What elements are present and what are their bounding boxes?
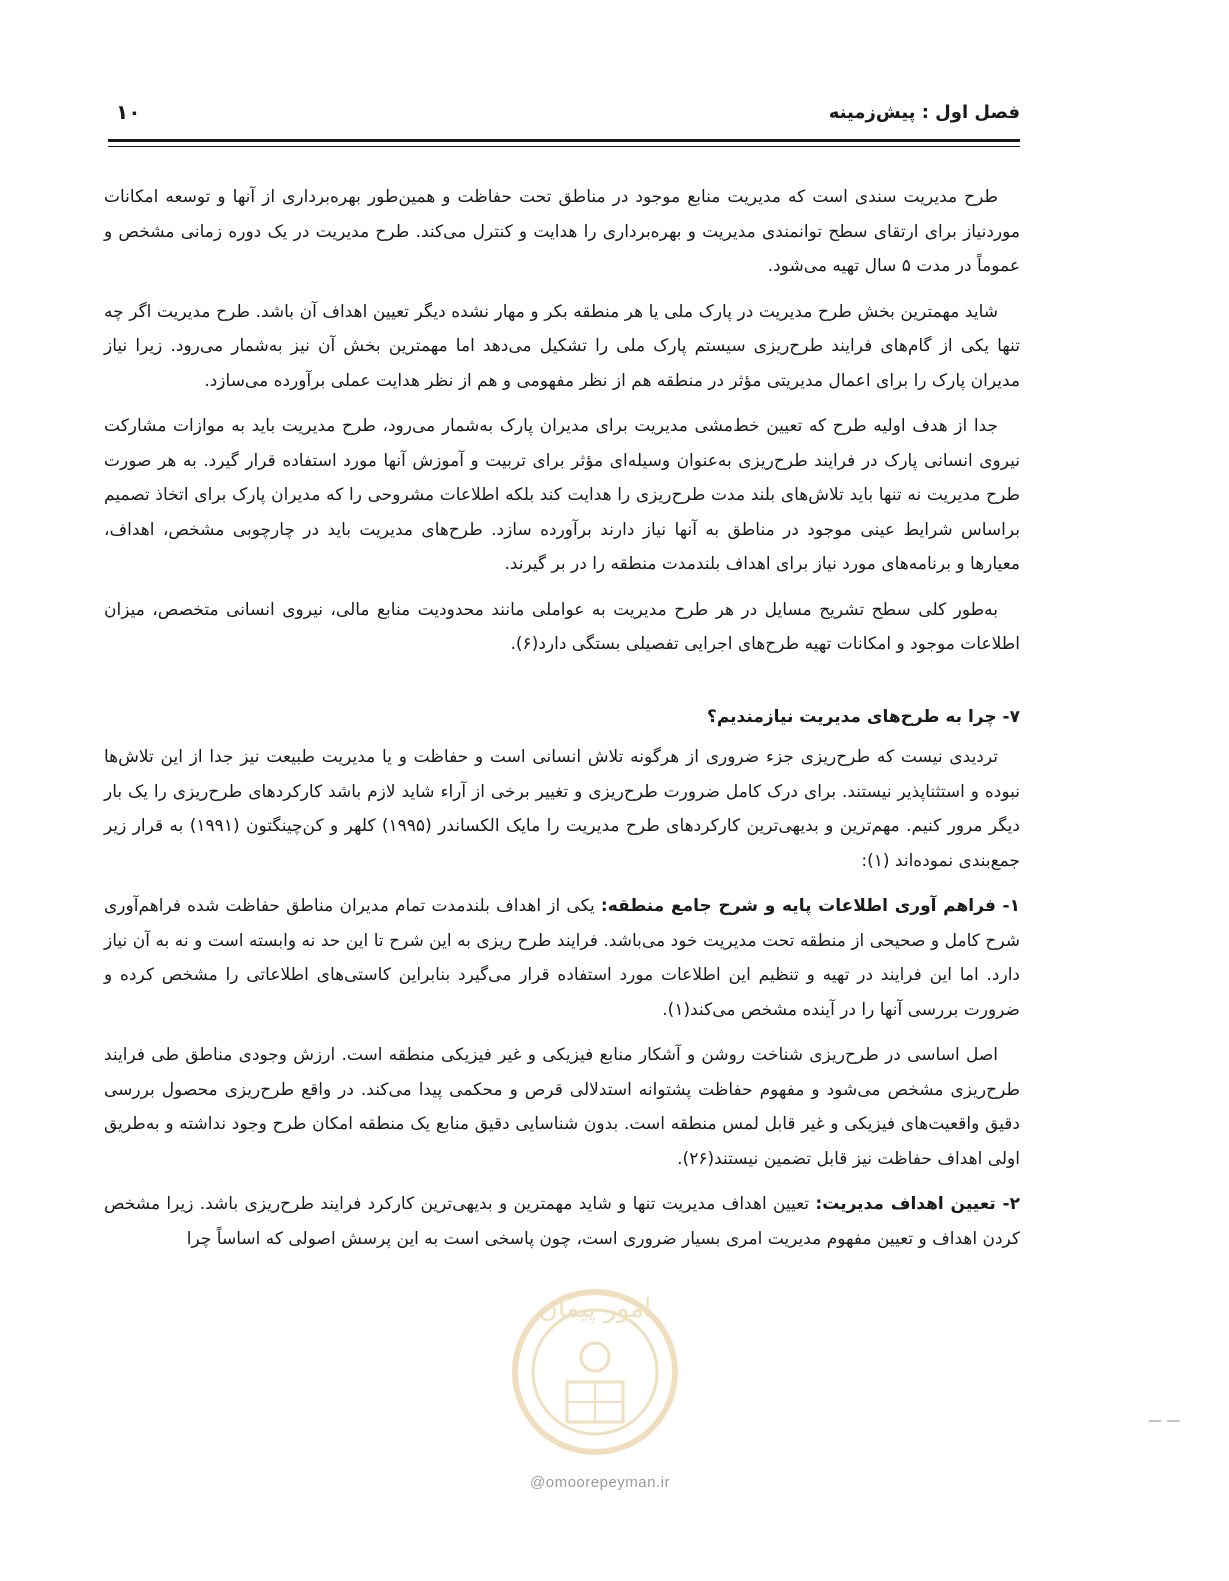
page-header bbox=[108, 98, 1020, 132]
chapter-title: فصل اول : پیش‌زمینه bbox=[828, 102, 1020, 123]
svg-text:امور پیمان: امور پیمان bbox=[538, 1294, 652, 1324]
paragraph: شاید مهمترین بخش طرح مدیریت در پارک ملی یا هر منطقه بکر و مهار نشده دیگر تعیین اهداف آن باشد. طرح مدیریت اگر چه تنها یکی از گام‌های فرایند طرح‌ریزی سیستم پارک ملی را تشکیل می‌دهد اما مهمترین بخش آن نیز به‌شمار می‌رود. زیرا نیاز مدیران پارک را برای اعمال مدیریتی مؤثر در منطقه هم از نظر مفهومی و هم از نظر هدایت عملی برآورده می‌سازد. bbox=[104, 301, 1020, 391]
list-item bbox=[104, 1187, 1020, 1256]
section-heading: ۷- چرا به طرح‌های مدیریت نیازمندیم؟ bbox=[706, 706, 1020, 727]
paragraph: تردیدی نیست که طرح‌ریزی جزء ضروری از هرگونه تلاش انسانی است و حفاظت و یا مدیریت طبیعت نیز جدا از این تلاش‌ها نبوده و استثناپذیر نیستند. برای درک کامل ضرورت طرح‌ریزی و تغییر برخی از آراء شاید لازم باشد کارکردهای طرح‌ریزی را یک بار دیگر مرور کنیم. مهم‌ترین و بدیهی‌ترین کارکردهای طرح مدیریت را مایک الکساندر (۱۹۹۵) کلهر و کن‌چینگتون (۱۹۹۱) به قرار زیر جمع‌بندی نموده‌اند (۱): bbox=[104, 747, 1020, 871]
paragraph: طرح مدیریت سندی است که مدیریت منابع موجود در مناطق تحت حفاظت و همین‌طور بهره‌برداری از آنها و توسعه امکانات موردنیاز برای ارتقای سطح توانمندی مدیریت و بهره‌برداری را هدایت و کنترل می‌کند. طرح مدیریت در یک دوره زمانی مشخص و عموماً در مدت ۵ سال تهیه می‌شود. bbox=[104, 187, 1020, 276]
header-rule-thin bbox=[108, 146, 1020, 147]
margin-mark: — — bbox=[1148, 1413, 1181, 1429]
watermark-logo bbox=[505, 1262, 685, 1472]
list-item-text: یکی از اهداف بلندمدت تمام مدیران مناطق حفاظت شده فراهم‌آوری شرح کامل و صحیحی از منطقه تحت مدیریت خود می‌باشد. فرایند طرح ریزی به این شرح تا این حد نه وابسته است و نه به آن نیاز دارد. اما این فرایند در تهیه و تنظیم این اطلاعات مورد استفاده قرار می‌گیرد بنابراین کاستی‌های اطلاعاتی را مشخص کرده و ضرورت بررسی آنها را در آینده مشخص می‌کند(۱). bbox=[104, 896, 1020, 1020]
list-item-title: ۲- تعیین اهداف مدیریت: bbox=[815, 1194, 1020, 1214]
paragraph: جدا از هدف اولیه طرح که تعیین خط‌مشی مدیریت برای مدیران پارک به‌شمار می‌رود، طرح مدیریت باید به موازات مشارکت نیروی انسانی پارک در فرایند طرح‌ریزی به‌عنوان وسیله‌ای مؤثر برای تربیت و آموزش آنها مورد استفاده قرار گیرد. به هر صورت طرح مدیریت نه تنها باید تلاش‌های بلند مدت طرح‌ریزی را هدایت کند بلکه اطلاعات مشروحی را که مدیران پارک برای اتخاذ تصمیم براساس شرایط عینی موجود در مناطق به آنها نیاز دارند برآورده سازد. طرح‌های مدیریت باید در چارچوبی مشخص، اهداف، معیارها و برنامه‌های مورد نیاز برای اهداف بلندمدت منطقه را در بر گیرند. bbox=[104, 416, 1020, 574]
paragraph: به‌طور کلی سطح تشریح مسایل در هر طرح مدیریت به عواملی مانند محدودیت منابع مالی، نیروی انسانی متخصص، میزان اطلاعات موجود و امکانات تهیه طرح‌های اجرایی تفصیلی بستگی دارد(۶). bbox=[104, 599, 1020, 654]
list-item bbox=[104, 889, 1020, 1027]
watermark-site: @omoorepeyman.ir bbox=[530, 1474, 670, 1491]
page-number: ۱۰ bbox=[116, 100, 141, 124]
paragraph: اصل اساسی در طرح‌ریزی شناخت روشن و آشکار منابع فیزیکی و غیر فیزیکی منطقه است. ارزش وجودی مناطق طی فرایند طرح‌ریزی مشخص می‌شود و مفهوم حفاظت پشتوانه استدلالی قرص و محکمی پیدا می‌کند. در واقع طرح‌ریزی محصول بررسی دقیق واقعیت‌های فیزیکی و غیر قابل لمس منطقه است. بدون شناسایی دقیق منابع یک منطقه امکان طرح وجود نداشته و به‌طریق اولی اهداف حفاظت نیز قابل تضمین نیستند(۲۶). bbox=[104, 1045, 1020, 1169]
list-item-text: تعیین اهداف مدیریت تنها و شاید مهمترین و بدیهی‌ترین کارکرد فرایند طرح‌ریزی باشد. زیرا مشخص کردن اهداف و تعیین مفهوم مدیریت امری بسیار ضروری است، چون پاسخی است به این پرسش اصولی که اساساً چرا bbox=[104, 1194, 1020, 1249]
body-text bbox=[104, 180, 1020, 1267]
header-rule-thick bbox=[108, 139, 1020, 142]
list-item-title: ۱- فراهم آوری اطلاعات پایه و شرح جامع منطقه: bbox=[600, 896, 1020, 916]
